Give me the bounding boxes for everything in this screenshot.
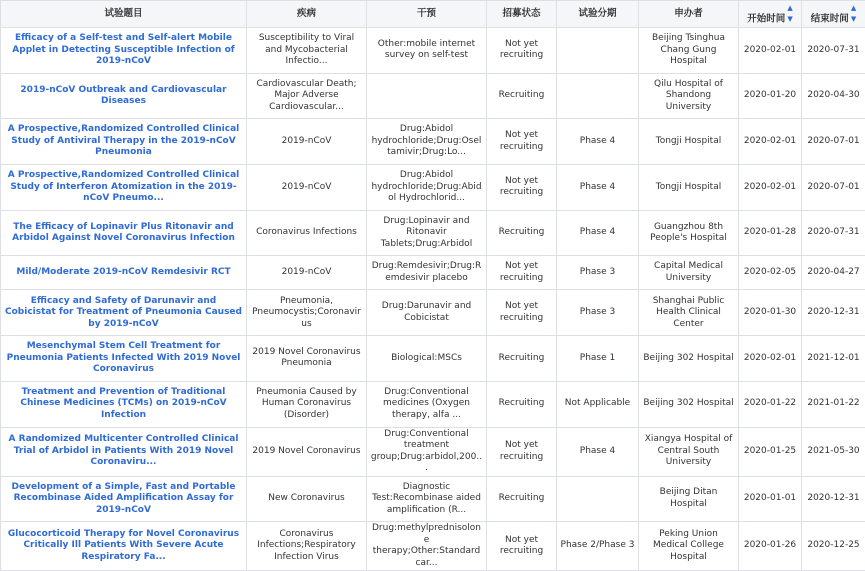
trial-title-link[interactable]	[1, 427, 247, 476]
start-date-cell: 2020-01-30	[739, 290, 802, 336]
trial-title-text[interactable]: The Efficacy of Lopinavir Plus Ritonavir and Arbidol Against Novel Coronavirus Infection	[12, 222, 235, 244]
intervention-cell: Diagnostic Test:Recombinase aided amplification (R...	[367, 476, 487, 522]
phase-cell	[557, 28, 639, 74]
disease-cell: Coronavirus Infections;Respiratory Infection Virus	[247, 522, 367, 571]
intervention-cell: Drug:Abidol hydrochloride;Drug:Abidol Hydrochlorid...	[367, 165, 487, 211]
table-row	[1, 476, 865, 522]
end-date-cell: 2021-05-30	[802, 427, 865, 476]
phase-cell: Phase 3	[557, 290, 639, 336]
intervention-cell: Biological:MSCs	[367, 336, 487, 382]
intervention-cell: Drug:Conventional medicines (Oxygen therapy, alfa ...	[367, 381, 487, 427]
header-sponsor: 申办者	[639, 1, 739, 28]
sort-icon[interactable]: ▲︎ ▼︎	[787, 3, 792, 26]
table-row	[1, 381, 865, 427]
intervention-cell: Drug:Remdesivir;Drug:Remdesivir placebo	[367, 256, 487, 290]
header-phase: 试验分期	[557, 1, 639, 28]
status-cell: Not yet recruiting	[487, 290, 557, 336]
sponsor-cell: Guangzhou 8th People's Hospital	[639, 210, 739, 256]
status-cell: Not yet recruiting	[487, 28, 557, 74]
end-date-cell: 2021-01-22	[802, 381, 865, 427]
start-date-cell: 2020-01-25	[739, 427, 802, 476]
trial-title-link[interactable]	[1, 165, 247, 211]
table-row	[1, 336, 865, 382]
start-date-cell: 2020-01-20	[739, 73, 802, 119]
end-date-cell: 2020-12-31	[802, 476, 865, 522]
trial-title-link[interactable]	[1, 336, 247, 382]
end-date-cell: 2020-07-01	[802, 165, 865, 211]
sponsor-cell: Capital Medical University	[639, 256, 739, 290]
table-row	[1, 210, 865, 256]
sponsor-cell: Beijing Tsinghua Chang Gung Hospital	[639, 28, 739, 74]
end-date-cell: 2020-07-31	[802, 210, 865, 256]
disease-cell: Susceptibility to Viral and Mycobacterial Infectio...	[247, 28, 367, 74]
status-cell: Recruiting	[487, 336, 557, 382]
table-row	[1, 290, 865, 336]
end-date-cell: 2020-04-30	[802, 73, 865, 119]
sponsor-cell: Peking Union Medical College Hospital	[639, 522, 739, 571]
intervention-cell: Drug:Conventional treatment group;Drug:arbidol,200...	[367, 427, 487, 476]
sponsor-cell: Beijing 302 Hospital	[639, 381, 739, 427]
disease-cell: 2019 Novel Coronavirus	[247, 427, 367, 476]
sponsor-cell: Beijing 302 Hospital	[639, 336, 739, 382]
trial-title-link[interactable]	[1, 381, 247, 427]
table-row	[1, 256, 865, 290]
phase-cell: Phase 4	[557, 119, 639, 165]
header-start-label: 开始时间	[747, 13, 785, 24]
status-cell: Not yet recruiting	[487, 119, 557, 165]
end-date-cell: 2020-12-31	[802, 290, 865, 336]
disease-cell: 2019 Novel Coronavirus Pneumonia	[247, 336, 367, 382]
status-cell: Not yet recruiting	[487, 165, 557, 211]
trial-title-link[interactable]	[1, 256, 247, 290]
sponsor-cell: Xiangya Hospital of Central South University	[639, 427, 739, 476]
disease-cell: 2019-nCoV	[247, 119, 367, 165]
trial-title-link[interactable]	[1, 210, 247, 256]
header-start-date[interactable]	[739, 1, 802, 28]
status-cell: Recruiting	[487, 476, 557, 522]
trial-title-text[interactable]: Treatment and Prevention of Traditional Chinese Medicines (TCMs) on 2019-nCoV Infection	[20, 387, 226, 420]
table-header-row	[1, 1, 865, 28]
trial-title-link[interactable]	[1, 73, 247, 119]
start-date-cell: 2020-02-01	[739, 165, 802, 211]
disease-cell: 2019-nCoV	[247, 165, 367, 211]
trial-title-text[interactable]: A Prospective,Randomized Controlled Clinical Study of Antiviral Therapy in the 2019-nCoV Pneumonia	[8, 124, 239, 157]
sponsor-cell: Tongji Hospital	[639, 119, 739, 165]
trial-title-text[interactable]: 2019-nCoV Outbreak and Cardiovascular Diseases	[20, 85, 226, 107]
disease-cell: Pneumonia, Pneumocystis;Coronavirus	[247, 290, 367, 336]
end-date-cell: 2020-04-27	[802, 256, 865, 290]
phase-cell: Phase 1	[557, 336, 639, 382]
end-date-cell: 2021-12-01	[802, 336, 865, 382]
trial-title-text[interactable]: A Prospective,Randomized Controlled Clinical Study of Interferon Atomization in the 2019-nCoV Pneumo...	[8, 170, 239, 203]
disease-cell: Cardiovascular Death; Major Adverse Cardiovascular...	[247, 73, 367, 119]
header-status: 招募状态	[487, 1, 557, 28]
trial-title-link[interactable]	[1, 28, 247, 74]
start-date-cell: 2020-02-01	[739, 336, 802, 382]
intervention-cell: Drug:methylprednisolone therapy;Other:Standard car...	[367, 522, 487, 571]
header-title: 试验题目	[1, 1, 247, 28]
intervention-cell: Drug:Abidol hydrochloride;Drug:Oseltamivir;Drug:Lo...	[367, 119, 487, 165]
status-cell: Recruiting	[487, 210, 557, 256]
trial-title-text[interactable]: Efficacy of a Self-test and Self-alert Mobile Applet in Detecting Susceptible Infection of 2019-nCoV	[12, 33, 234, 66]
phase-cell: Phase 4	[557, 165, 639, 211]
trial-title-text[interactable]: Development of a Simple, Fast and Portable Recombinase Aided Amplification Assay for 2019-nCoV	[12, 482, 236, 515]
table-row	[1, 427, 865, 476]
intervention-cell	[367, 73, 487, 119]
phase-cell: Phase 4	[557, 427, 639, 476]
disease-cell: New Coronavirus	[247, 476, 367, 522]
disease-cell: 2019-nCoV	[247, 256, 367, 290]
start-date-cell: 2020-02-01	[739, 119, 802, 165]
sponsor-cell: Shanghai Public Health Clinical Center	[639, 290, 739, 336]
start-date-cell: 2020-02-01	[739, 28, 802, 74]
disease-cell: Coronavirus Infections	[247, 210, 367, 256]
phase-cell: Phase 4	[557, 210, 639, 256]
end-date-cell: 2020-07-01	[802, 119, 865, 165]
trial-title-link[interactable]	[1, 476, 247, 522]
header-disease: 疾病	[247, 1, 367, 28]
start-date-cell: 2020-02-05	[739, 256, 802, 290]
trial-title-text[interactable]: Mild/Moderate 2019-nCoV Remdesivir RCT	[16, 267, 230, 277]
status-cell: Not yet recruiting	[487, 522, 557, 571]
trial-title-text[interactable]: Efficacy and Safety of Darunavir and Cobicistat for Treatment of Pneumonia Caused by 2019-nCoV	[5, 296, 242, 329]
intervention-cell: Drug:Lopinavir and Ritonavir Tablets;Drug:Arbidol	[367, 210, 487, 256]
phase-cell	[557, 73, 639, 119]
trial-title-link[interactable]	[1, 522, 247, 571]
header-end-date[interactable]	[802, 1, 865, 28]
status-cell: Not yet recruiting	[487, 427, 557, 476]
end-date-cell: 2020-07-31	[802, 28, 865, 74]
trial-title-text[interactable]: Glucocorticoid Therapy for Novel Coronavirus Critically Ill Patients With Severe Acute Respiratory Fa...	[8, 529, 239, 562]
start-date-cell: 2020-01-22	[739, 381, 802, 427]
phase-cell: Phase 3	[557, 256, 639, 290]
intervention-cell: Drug:Darunavir and Cobicistat	[367, 290, 487, 336]
trial-title-link[interactable]	[1, 290, 247, 336]
phase-cell	[557, 476, 639, 522]
trial-title-link[interactable]	[1, 119, 247, 165]
status-cell: Recruiting	[487, 381, 557, 427]
intervention-cell: Other:mobile internet survey on self-test	[367, 28, 487, 74]
trial-title-text[interactable]: A Randomized Multicenter Controlled Clinical Trial of Arbidol in Patients With 2019 Novel Coronaviru...	[9, 434, 239, 467]
status-cell: Recruiting	[487, 73, 557, 119]
table-row	[1, 28, 865, 74]
header-end-label: 结束时间	[811, 13, 849, 24]
sponsor-cell: Qilu Hospital of Shandong University	[639, 73, 739, 119]
start-date-cell: 2020-01-01	[739, 476, 802, 522]
start-date-cell: 2020-01-26	[739, 522, 802, 571]
table-row	[1, 522, 865, 571]
phase-cell: Not Applicable	[557, 381, 639, 427]
table-row	[1, 165, 865, 211]
trial-title-text[interactable]: Mesenchymal Stem Cell Treatment for Pneumonia Patients Infected With 2019 Novel Coronavirus	[7, 341, 241, 374]
disease-cell: Pneumonia Caused by Human Coronavirus (Disorder)	[247, 381, 367, 427]
end-date-cell: 2020-12-25	[802, 522, 865, 571]
sort-icon[interactable]: ▲︎ ▼︎	[851, 3, 856, 26]
sponsor-cell: Beijing Ditan Hospital	[639, 476, 739, 522]
start-date-cell: 2020-01-28	[739, 210, 802, 256]
table-row	[1, 119, 865, 165]
table-row	[1, 73, 865, 119]
phase-cell: Phase 2/Phase 3	[557, 522, 639, 571]
status-cell: Not yet recruiting	[487, 256, 557, 290]
sponsor-cell: Tongji Hospital	[639, 165, 739, 211]
header-intervention: 干预	[367, 1, 487, 28]
